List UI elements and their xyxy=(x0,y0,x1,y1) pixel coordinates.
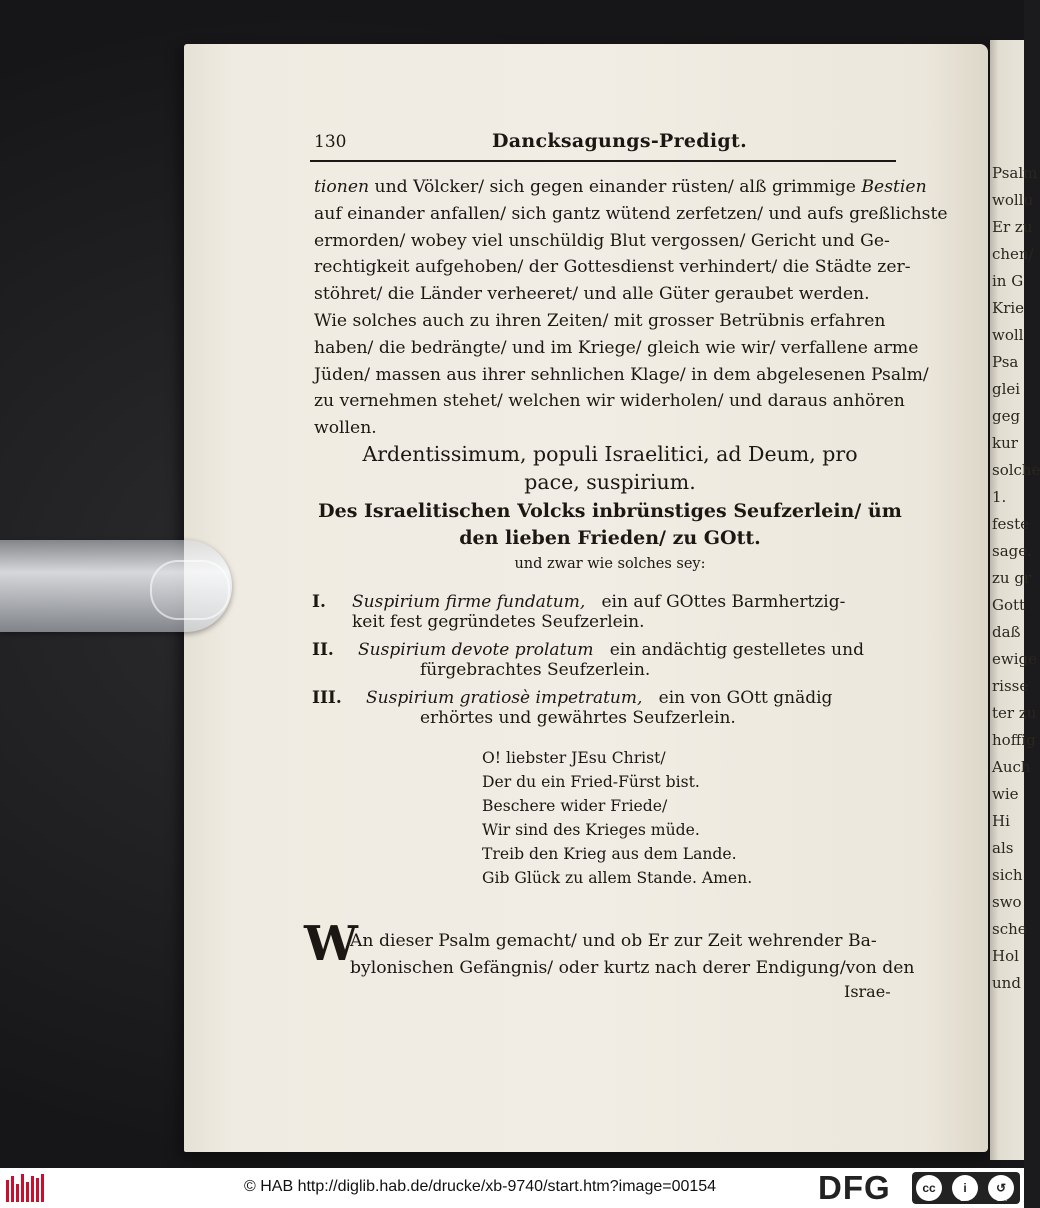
point-latin: Suspirium gratiosè impetratum, xyxy=(366,688,643,708)
next-page-fragment: und xyxy=(992,974,1021,992)
subtitle: und zwar wie solches sey: xyxy=(514,556,706,572)
point-latin: Suspirium devote prolatum xyxy=(358,640,594,660)
next-page-fragment: daß xyxy=(992,623,1021,641)
point-german: ein von GOtt gnädig xyxy=(658,688,833,708)
next-page-fragment: ewige xyxy=(992,650,1037,668)
next-page-fragment: Er zu xyxy=(992,218,1033,236)
verse-line: Beschere wider Friede/ xyxy=(482,797,668,815)
paragraph-line xyxy=(314,174,927,201)
next-page-fragment: Hol xyxy=(992,947,1019,965)
paragraph-line-italic-end: Bestien xyxy=(861,177,927,197)
paragraph-line: rechtigkeit aufgehoben/ der Gottesdienst verhindert/ die Städte zer- xyxy=(314,257,911,278)
latin-title-line-2: pace, suspirium. xyxy=(524,470,696,494)
latin-title-line-1: Ardentissimum, populi Israelitici, ad Deum, pro xyxy=(362,442,858,466)
paragraph-line: stöhret/ die Länder verheeret/ und alle Güter geraubet werden. xyxy=(314,284,870,305)
point-german-cont: fürgebrachtes Seufzerlein. xyxy=(420,660,651,680)
next-page-fragment: solche xyxy=(992,461,1040,479)
point-latin: Suspirium firme fundatum, xyxy=(352,592,586,612)
paragraph-line: Wie solches auch zu ihren Zeiten/ mit grosser Betrübnis erfahren xyxy=(314,310,886,331)
next-page-fragment: 1. xyxy=(992,488,1007,506)
paragraph-line: auf einander anfallen/ sich gantz wütend zerfetzen/ und aufs greßlichste xyxy=(314,203,948,224)
point-number: I. xyxy=(312,592,326,612)
point-german-cont: keit fest gegründetes Seufzerlein. xyxy=(352,612,645,632)
next-page-fragment: hoffig xyxy=(992,731,1036,749)
next-page-fragment: Psa xyxy=(992,353,1019,371)
german-title-line-1: Des Israelitischen Volcks inbrünstiges Seufzerlein/ üm xyxy=(318,500,902,522)
next-page-fragment: Hi xyxy=(992,812,1010,830)
next-page-fragment: woll xyxy=(992,326,1024,344)
point-2 xyxy=(312,640,864,680)
next-page-fragment: glei xyxy=(992,380,1021,398)
next-page-fragment: zu gr xyxy=(992,569,1032,587)
paragraph-line: An dieser Psalm gemacht/ und ob Er zur Zeit wehrender Ba- xyxy=(350,931,877,951)
paragraph-line-italic-start: tionen xyxy=(314,177,370,197)
next-page-fragment: sche xyxy=(992,920,1027,938)
verse-line: Der du ein Fried-Fürst bist. xyxy=(482,773,700,791)
page-clip-loop xyxy=(150,560,230,620)
paragraph-line: zu vernehmen stehet/ welchen wir widerholen/ und daraus anhören xyxy=(314,391,905,412)
hymn-verse xyxy=(482,746,752,890)
point-german: ein auf GOttes Barmhertzig- xyxy=(601,592,846,612)
cc-by-label: BY xyxy=(960,1194,971,1203)
paragraph-line: haben/ die bedrängte/ und im Kriege/ gleich wie wir/ verfallene arme xyxy=(314,337,919,358)
next-page-fragment: Auch xyxy=(992,758,1031,776)
footer-bar xyxy=(0,1168,1024,1208)
next-page-fragment: feste xyxy=(992,515,1030,533)
verse-line: Treib den Krieg aus dem Lande. xyxy=(482,845,737,863)
verse-line: Gib Glück zu allem Stande. Amen. xyxy=(482,869,753,887)
next-page-fragment: geg xyxy=(992,407,1021,425)
point-1 xyxy=(312,592,845,632)
page-number: 130 xyxy=(314,132,347,152)
cc-icon: cc xyxy=(916,1175,942,1201)
german-title-line-2: den lieben Frieden/ zu GOtt. xyxy=(459,527,761,549)
next-page-fragment: swo xyxy=(992,893,1022,911)
hab-logo-icon[interactable] xyxy=(6,1174,44,1202)
point-3 xyxy=(312,688,832,728)
cc-sa-label: SA xyxy=(996,1194,1007,1203)
next-page-fragment: kur xyxy=(992,434,1018,452)
verse-line: O! liebster JEsu Christ/ xyxy=(482,749,666,767)
paragraph-line: Jüden/ massen aus ihrer sehnlichen Klage/ in dem abgelesenen Psalm/ xyxy=(314,364,929,385)
next-page-fragment: als xyxy=(992,839,1014,857)
cc-license-badge[interactable] xyxy=(912,1172,1020,1204)
paragraph-line: ermorden/ wobey viel unschüldig Blut vergossen/ Gericht und Ge- xyxy=(314,230,890,251)
attribution-icon: i xyxy=(952,1175,978,1201)
drop-capital: W xyxy=(304,916,358,972)
next-page-fragment: chen/ xyxy=(992,245,1034,263)
point-number: II. xyxy=(312,640,334,660)
next-page-fragment: sage. xyxy=(992,542,1032,560)
running-head: Dancksagungs-Predigt. xyxy=(492,130,747,152)
dfg-logo[interactable]: DFG xyxy=(818,1169,891,1206)
share-alike-icon: ↺ xyxy=(988,1175,1014,1201)
paragraph-line: bylonischen Gefängnis/ oder kurtz nach derer Endigung/von den xyxy=(350,957,915,978)
paragraph-line-text: und Völcker/ sich gegen einander rüsten/ alß grimmige xyxy=(369,177,862,197)
credit-link[interactable]: © HAB http://diglib.hab.de/drucke/xb-9740/start.htm?image=00154 xyxy=(244,1178,717,1195)
next-page-fragment: ter zu xyxy=(992,704,1037,722)
next-page-fragment: risse xyxy=(992,677,1029,695)
next-page-fragment: wie xyxy=(992,785,1019,803)
opening-paragraph xyxy=(314,174,948,442)
next-page-fragment: in G xyxy=(992,272,1024,290)
next-page-fragment: wollu xyxy=(992,191,1034,209)
next-page-edge xyxy=(990,40,1040,1160)
page-header xyxy=(314,132,884,162)
paragraph-line: wollen. xyxy=(314,418,377,439)
verse-line: Wir sind des Krieges müde. xyxy=(482,821,700,839)
header-rule xyxy=(310,160,896,162)
catchword: Israe- xyxy=(844,982,891,1001)
closing-paragraph xyxy=(304,916,915,982)
next-page-fragment: Psalm xyxy=(992,164,1038,182)
point-german: ein andächtig gestelletes und xyxy=(609,640,864,660)
point-german-cont: erhörtes und gewährtes Seufzerlein. xyxy=(420,708,736,728)
latin-title xyxy=(300,440,920,496)
point-number: III. xyxy=(312,688,342,708)
german-title xyxy=(300,498,920,552)
next-page-fragment: Krie xyxy=(992,299,1025,317)
next-page-fragment: sich xyxy=(992,866,1023,884)
next-page-fragment: Gott xyxy=(992,596,1026,614)
